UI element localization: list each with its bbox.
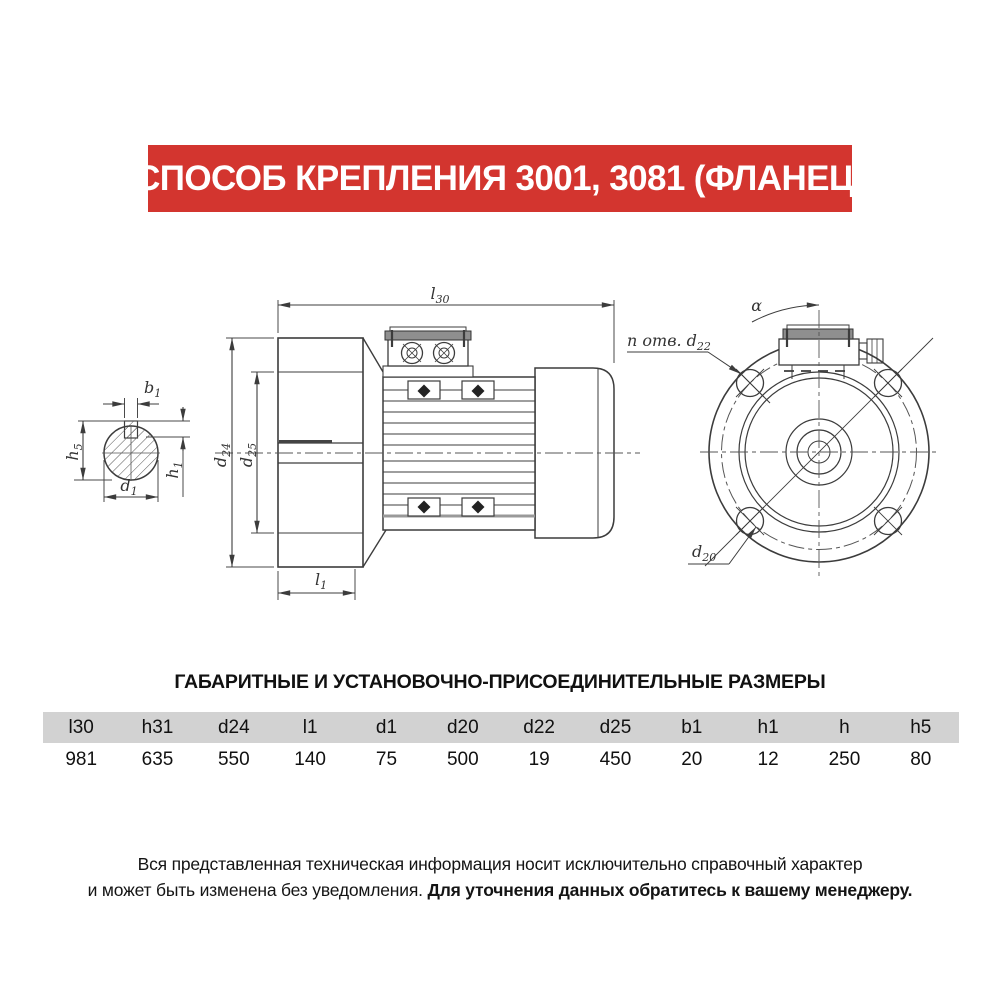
val-d1: 75 <box>348 743 424 777</box>
col-h1: h1 <box>730 712 806 743</box>
val-l1: 140 <box>272 743 348 777</box>
dimensions-table <box>43 712 959 777</box>
dim-label-l30: $l_{30}$ <box>430 284 450 306</box>
dim-label-l1: $l_1$ <box>314 570 328 592</box>
col-d25: d25 <box>577 712 653 743</box>
dim-label-d24: $d_{24}$ <box>211 442 233 468</box>
val-h: 250 <box>806 743 882 777</box>
col-l1: l1 <box>272 712 348 743</box>
section-title: ГАБАРИТНЫЕ И УСТАНОВОЧНО-ПРИСОЕДИНИТЕЛЬНЫЕ РАЗМЕРЫ <box>174 671 826 693</box>
val-d25: 450 <box>577 743 653 777</box>
dim-label-d20: $d_{20}$ <box>692 542 717 564</box>
dim-label-h5: $h_5$ <box>63 443 85 461</box>
dim-label-n-otv-d22: n отв. $d_{22}$ <box>627 331 711 353</box>
val-h31: 635 <box>119 743 195 777</box>
title-banner <box>135 145 865 212</box>
dim-label-h1: $h_1$ <box>163 461 185 479</box>
col-h31: h31 <box>119 712 195 743</box>
disclaimer-line1: Вся представленная техническая информация носит исключительно справочный характер <box>137 854 863 874</box>
col-d20: d20 <box>425 712 501 743</box>
disclaimer-line2-bold: Для уточнения данных обратитесь к вашему менеджеру. <box>427 880 913 900</box>
val-d20: 500 <box>425 743 501 777</box>
dim-label-d25: $d_{25}$ <box>237 442 259 468</box>
col-d22: d22 <box>501 712 577 743</box>
dim-label-alpha: α <box>751 296 762 315</box>
disclaimer-line2-regular: и может быть изменена без уведомления. <box>87 880 428 900</box>
shaft-section-view <box>63 378 190 502</box>
val-l30: 981 <box>43 743 119 777</box>
terminal-box <box>383 327 473 377</box>
table-values-row <box>43 743 959 777</box>
val-h1: 12 <box>730 743 806 777</box>
dim-label-b1: $b_1$ <box>144 378 162 400</box>
motor-side-view <box>211 284 640 600</box>
val-d24: 550 <box>196 743 272 777</box>
col-b1: b1 <box>654 712 730 743</box>
disclaimer <box>0 851 1000 903</box>
col-h5: h5 <box>883 712 959 743</box>
col-l30: l30 <box>43 712 119 743</box>
technical-drawing <box>40 260 960 610</box>
col-h: h <box>806 712 882 743</box>
val-h5: 80 <box>883 743 959 777</box>
disclaimer-line2 <box>0 877 1000 903</box>
dim-label-d1: $d_1$ <box>120 476 138 498</box>
flange-front-view <box>627 296 938 580</box>
terminal-box-top <box>779 325 883 379</box>
col-d1: d1 <box>348 712 424 743</box>
val-b1: 20 <box>654 743 730 777</box>
val-d22: 19 <box>501 743 577 777</box>
page-title: СПОСОБ КРЕПЛЕНИЯ 3001, 3081 (ФЛАНЕЦ) <box>135 158 865 198</box>
table-header-row <box>43 712 959 743</box>
col-d24: d24 <box>196 712 272 743</box>
